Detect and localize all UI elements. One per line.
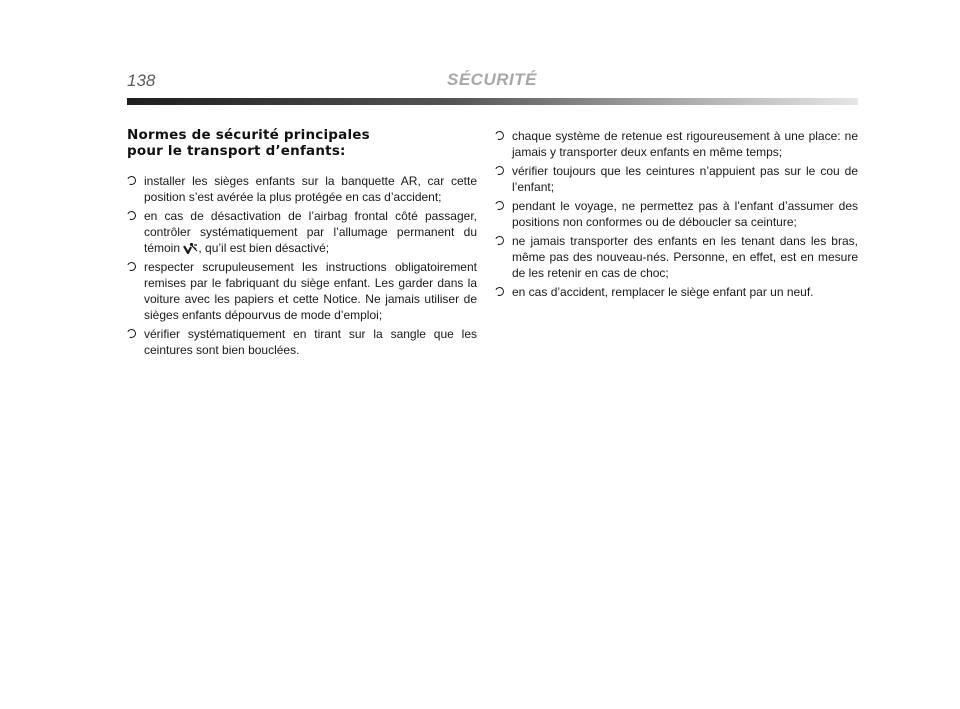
list-item-text: chaque système de retenue est rigoureusement à une place: ne jamais y transporter deux enfants en même temps;: [512, 129, 858, 159]
list-item: [127, 208, 477, 256]
heading-line-2: pour le transport d’enfants:: [127, 143, 346, 159]
header-rule: [127, 98, 858, 105]
list-item: [495, 284, 858, 300]
list-item-text: en cas d’accident, remplacer le siège enfant par un neuf.: [512, 285, 814, 299]
bullet-icon: [494, 200, 506, 212]
heading-line-1: Normes de sécurité principales: [127, 127, 370, 143]
bullet-icon: [494, 286, 506, 298]
bullet-icon: [126, 210, 138, 222]
list-item: [495, 198, 858, 230]
list-item: [495, 233, 858, 281]
section-title: SÉCURITÉ: [447, 70, 537, 89]
list-item: [127, 173, 477, 205]
right-bullet-list: [495, 128, 858, 300]
list-item-text: installer les sièges enfants sur la banquette AR, car cette position s’est avérée la plus protégée en cas d’accident;: [144, 174, 477, 204]
section-heading: [127, 127, 477, 159]
list-item: [127, 326, 477, 358]
bullet-icon: [126, 261, 138, 273]
airbag-off-warning-icon: [183, 242, 198, 254]
list-item-text: vérifier systématiquement en tirant sur la sangle que les ceintures sont bien bouclées.: [144, 327, 477, 357]
bullet-icon: [126, 328, 138, 340]
left-bullet-list: [127, 173, 477, 358]
bullet-icon: [494, 165, 506, 177]
list-item-text: respecter scrupuleusement les instructions obligatoirement remises par le fabriquant du siège enfant. Les garder dans la voiture avec les papiers et cette Notice. Ne jamais utiliser de sièges enfants dépourvus de mode d’emploi;: [144, 260, 477, 322]
list-item: [495, 128, 858, 160]
left-column: [127, 127, 477, 361]
list-item-text-continued: , qu’il est bien désactivé;: [198, 241, 330, 255]
bullet-icon: [494, 235, 506, 247]
right-column: [495, 128, 858, 303]
list-item-text: ne jamais transporter des enfants en les tenant dans les bras, même pas des nouveau-nés. Personne, en effet, est en mesure de les retenir en cas de choc;: [512, 234, 858, 280]
bullet-icon: [494, 130, 506, 142]
bullet-icon: [126, 175, 138, 187]
list-item-text: pendant le voyage, ne permettez pas à l’enfant d’assumer des positions non conformes ou de déboucler sa ceinture;: [512, 199, 858, 229]
page-number: 138: [127, 71, 156, 90]
list-item-text: en cas de désactivation de l’airbag frontal côté passager, contrôler systématiquement par l’allumage permanent du témoin: [144, 209, 477, 255]
list-item: [127, 259, 477, 323]
list-item: [495, 163, 858, 195]
list-item-text: vérifier toujours que les ceintures n’appuient pas sur le cou de l’enfant;: [512, 164, 858, 194]
